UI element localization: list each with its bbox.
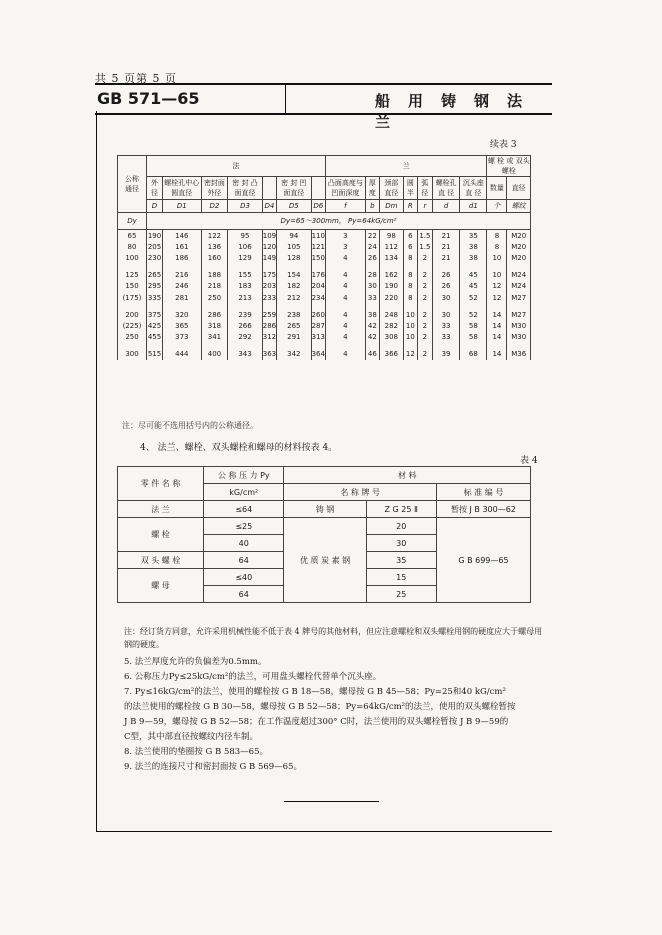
table-cell: 287 xyxy=(311,321,325,330)
table-cell: 282 xyxy=(379,320,403,331)
table-row xyxy=(118,281,531,292)
column-title: 密 封 凸 面直径 xyxy=(228,177,262,200)
table-cell: 65 xyxy=(118,230,147,242)
table-cell: 246 xyxy=(163,281,202,292)
table-cell: 220 xyxy=(379,292,403,303)
table-cell: 28 xyxy=(365,264,379,281)
table-cell: 444 xyxy=(163,343,202,360)
table-cell: 203 xyxy=(262,282,277,291)
table-cell: 281 xyxy=(163,292,202,303)
table-cell: 52 xyxy=(460,303,487,320)
table-cell: 2 xyxy=(417,252,432,263)
table-cell: 162 xyxy=(379,264,403,281)
table-cell: 176 xyxy=(311,264,325,281)
table-cell: 38 xyxy=(460,252,487,263)
table-cell: 308 xyxy=(379,332,403,343)
table-cell: 515 xyxy=(147,343,163,360)
table-cell: 320 xyxy=(163,303,202,320)
table-cell: 150 xyxy=(311,253,325,262)
table-cell: 136 xyxy=(201,241,228,252)
table-cell: 234 xyxy=(311,293,325,302)
table-cell: 14 xyxy=(487,303,507,320)
table-cell: 8 xyxy=(403,264,417,281)
header-divider xyxy=(285,85,286,113)
table-cell: 260 xyxy=(311,303,325,320)
table-cell: (225) xyxy=(118,320,147,331)
table-cell: 14 xyxy=(487,332,507,343)
dn-symbol: Dy xyxy=(118,213,147,230)
table-cell: 1.5 xyxy=(419,242,431,251)
column-title: 密封面外径 xyxy=(201,177,228,200)
table-cell: 30 xyxy=(432,303,459,320)
pressure-header: 公 称 压 力 Py xyxy=(204,467,284,484)
table-cell: 6 xyxy=(403,241,417,252)
table-cell: 26 xyxy=(432,264,459,281)
table-cell: 38 xyxy=(460,241,487,252)
table-row xyxy=(118,252,531,263)
table-cell: 183 xyxy=(228,281,262,292)
table-cell: 3 xyxy=(325,241,365,252)
table-row xyxy=(118,332,531,343)
table-cell: 68 xyxy=(460,343,487,360)
table-cell: 265 xyxy=(147,264,163,281)
table-cell: M27 xyxy=(507,292,531,303)
flange-dimension-table xyxy=(117,155,531,360)
table-cell: 52 xyxy=(460,292,487,303)
bottom-border xyxy=(96,831,552,832)
table-cell: 109 xyxy=(262,230,276,242)
clause-line: J B 9—59，螺母按 G B 52—58；在工作温度超过300° C时，法兰使用的双头螺栓暂按 J B 9—59的 xyxy=(124,717,509,727)
table-cell: 21 xyxy=(432,230,459,242)
table-cell: 4 xyxy=(325,343,365,360)
column-symbol: D xyxy=(147,200,163,213)
table-cell: 259 xyxy=(262,303,276,320)
pressure-nut-1: ≤40 xyxy=(204,569,284,586)
table-cell: 190 xyxy=(147,230,163,242)
column-title xyxy=(262,177,276,200)
bolt-group-header: 螺 栓 或 双头螺栓 xyxy=(487,157,530,175)
table-cell: 1.5 xyxy=(417,230,432,242)
table-cell: 160 xyxy=(201,252,228,263)
column-title: 厚 度 xyxy=(365,177,379,200)
grade-4: 15 xyxy=(366,569,436,586)
grade-3: 35 xyxy=(366,552,436,569)
column-symbol: 个 xyxy=(487,200,507,213)
end-rule xyxy=(284,801,379,802)
part-nut: 螺 母 xyxy=(118,569,204,603)
table-cell: 14 xyxy=(487,320,507,331)
table-cell: 425 xyxy=(147,321,162,330)
table-cell: 250 xyxy=(118,332,147,343)
standard-header xyxy=(95,83,552,131)
table-cell: 46 xyxy=(365,343,379,360)
table-cell: 2 xyxy=(417,281,432,292)
table-cell: 22 xyxy=(365,230,379,242)
clause-line: 的法兰使用的螺栓按 G B 30—58，螺母按 G B 52—58；Py=64kG/cm²的法兰，使用的双头螺栓暂按 xyxy=(124,702,516,712)
clause-line: 9. 法兰的连接尺寸和密封面按 G B 569—65。 xyxy=(124,762,302,772)
column-title: 凸面高度与凹面深度 xyxy=(325,177,365,200)
table-row xyxy=(118,343,531,360)
table-cell: 35 xyxy=(460,230,487,242)
table-cell: 216 xyxy=(163,264,202,281)
standard-cast-steel: 暂按 J B 300—62 xyxy=(436,501,530,518)
standard-code: GB 571—65 xyxy=(97,89,200,108)
table-cell: 375 xyxy=(147,303,163,320)
flange-group-header-2: 兰 xyxy=(325,156,487,177)
table-cell: 149 xyxy=(262,253,277,262)
grade-cast-steel: Z G 25 Ⅱ xyxy=(366,501,436,518)
table-cell: 175 xyxy=(262,264,276,281)
column-symbol: D1 xyxy=(163,200,202,213)
table-cell: 58 xyxy=(460,320,487,331)
part-name-header: 零 件 名 称 xyxy=(118,467,204,501)
grade-1: 20 xyxy=(366,518,436,535)
clause-line: 5. 法兰厚度允许的负偏差为0.5mm。 xyxy=(124,657,267,667)
column-titles-row xyxy=(118,177,531,200)
table-cell: 6 xyxy=(403,230,417,242)
table-cell: M27 xyxy=(507,303,531,320)
column-title: 螺栓孔中心圆直径 xyxy=(163,177,202,200)
column-symbol: d xyxy=(432,200,459,213)
table-cell: 146 xyxy=(163,230,202,242)
table-row xyxy=(118,303,531,320)
pressure-bolt-2: 40 xyxy=(204,535,284,552)
column-symbols-row xyxy=(118,200,531,213)
table-cell: M30 xyxy=(507,332,531,343)
table-cell: M20 xyxy=(507,252,531,263)
standard-carbon-steel: G B 699—65 xyxy=(436,518,530,603)
table-cell: 265 xyxy=(277,320,311,331)
dn-header-line2: 通径 xyxy=(125,185,139,193)
column-symbol: D2 xyxy=(201,200,228,213)
column-title: 外 径 xyxy=(147,177,163,200)
column-title: 螺栓孔 直 径 xyxy=(432,177,459,200)
column-symbol: R xyxy=(403,200,417,213)
material-cast-steel: 铸 钢 xyxy=(284,501,366,518)
table-cell: 286 xyxy=(201,303,228,320)
table-cell: 2 xyxy=(417,332,432,343)
table-cell: 4 xyxy=(325,292,365,303)
table-cell: 33 xyxy=(432,320,459,331)
table-cell: 106 xyxy=(228,241,262,252)
dn-header xyxy=(118,156,147,213)
table-cell: 366 xyxy=(379,343,403,360)
table4-note: 注：经订货方同意，允许采用机械性能不低于表 4 牌号的其他材料，但应注意螺栓和双头螺栓用钢的硬度应大于螺母用钢的硬度。 xyxy=(124,627,543,649)
table-cell: 155 xyxy=(228,264,262,281)
table-cell: 4 xyxy=(325,264,365,281)
table-row xyxy=(118,292,531,303)
table-row xyxy=(118,320,531,331)
table-cell: M24 xyxy=(507,264,531,281)
table-cell: 12 xyxy=(403,343,417,360)
pressure-nut-2: 64 xyxy=(204,586,284,603)
table-cell: 188 xyxy=(201,264,228,281)
table-cell: 2 xyxy=(417,264,432,281)
table-cell: 95 xyxy=(228,230,262,242)
table-cell: 10 xyxy=(403,332,417,343)
table-cell: 94 xyxy=(277,230,311,242)
table-cell: 335 xyxy=(147,293,162,302)
column-title: 密 封 凹 面直径 xyxy=(277,177,311,200)
table-cell: 291 xyxy=(277,332,311,343)
column-symbol: b xyxy=(365,200,379,213)
table-cell: 373 xyxy=(163,332,202,343)
pressure-unit-header: kG/cm² xyxy=(204,484,284,501)
table-cell: 200 xyxy=(118,303,147,320)
clauses-5-9 xyxy=(124,655,544,775)
table-cell: 8 xyxy=(487,230,507,242)
table-cell: 10 xyxy=(487,252,507,263)
table-cell: 3 xyxy=(325,230,365,242)
column-symbol: D3 xyxy=(228,200,262,213)
table-cell: 110 xyxy=(311,230,325,242)
table-cell: 161 xyxy=(163,241,202,252)
table-cell: 45 xyxy=(460,281,487,292)
pressure-bolt-1: ≤25 xyxy=(204,518,284,535)
table-cell: 292 xyxy=(228,332,262,343)
table-cell: 186 xyxy=(163,252,202,263)
table-row xyxy=(118,241,531,252)
table-cell: 150 xyxy=(118,281,147,292)
column-symbol: r xyxy=(417,200,432,213)
column-symbol: D4 xyxy=(262,200,276,213)
table-cell: 8 xyxy=(487,241,507,252)
table-cell: 30 xyxy=(365,281,379,292)
table3-body xyxy=(118,230,531,360)
table-cell: 105 xyxy=(277,241,311,252)
table-cell: M30 xyxy=(507,320,531,331)
table-cell: 134 xyxy=(379,252,403,263)
table-cell: 2 xyxy=(417,343,432,360)
table-cell: 33 xyxy=(432,332,459,343)
table-cell: 212 xyxy=(277,292,311,303)
flange-group-header: 法 xyxy=(147,156,326,177)
table-cell: 2 xyxy=(417,320,432,331)
column-symbol: d1 xyxy=(460,200,487,213)
column-title: 数量 xyxy=(487,177,507,200)
table-cell: 2 xyxy=(417,303,432,320)
table-cell: 14 xyxy=(487,343,507,360)
table-cell: 12 xyxy=(487,281,507,292)
table-cell: 8 xyxy=(403,281,417,292)
column-title xyxy=(311,177,325,200)
table-cell: M20 xyxy=(507,241,531,252)
table-cell: 30 xyxy=(432,292,459,303)
part-bolt: 螺 栓 xyxy=(118,518,204,552)
standard-title: 船用铸钢法兰 xyxy=(375,92,541,131)
clause-line: 8. 法兰使用的垫圈按 G B 583—65。 xyxy=(124,747,268,757)
table-cell: 122 xyxy=(201,230,228,242)
table-cell: 342 xyxy=(277,343,311,360)
table-cell: 250 xyxy=(201,292,228,303)
table-cell: 80 xyxy=(118,241,147,252)
table-cell: 98 xyxy=(379,230,403,242)
table-cell: 313 xyxy=(311,333,325,342)
part-stud: 双 头 螺 栓 xyxy=(118,552,204,569)
grade-2: 30 xyxy=(366,535,436,552)
standard-number-header: 标 准 编 号 xyxy=(436,484,530,501)
table-cell: 12 xyxy=(487,292,507,303)
column-title: 沉头座 直 径 xyxy=(460,177,487,200)
pressure-stud: 64 xyxy=(204,552,284,569)
table-cell: 300 xyxy=(118,343,147,360)
table-row xyxy=(118,264,531,281)
table-cell: 318 xyxy=(201,320,228,331)
table-cell: 112 xyxy=(379,241,403,252)
column-title: 弧 径 xyxy=(417,177,432,200)
table-cell: 312 xyxy=(262,333,277,342)
table-cell: 204 xyxy=(311,282,325,291)
table-cell: 190 xyxy=(379,281,403,292)
material-header: 材 料 xyxy=(284,467,531,484)
table-cell: 21 xyxy=(432,241,459,252)
clause-line: C型，其中部直径按螺纹内径车制。 xyxy=(124,732,259,742)
table-cell: 24 xyxy=(365,241,379,252)
table-cell: 26 xyxy=(432,281,459,292)
table-cell: 455 xyxy=(147,333,162,342)
table-cell: 363 xyxy=(262,343,276,360)
table-cell: 4 xyxy=(325,320,365,331)
table-cell: 8 xyxy=(403,292,417,303)
table-cell: 26 xyxy=(365,252,379,263)
table-cell: 38 xyxy=(365,303,379,320)
table-cell: 4 xyxy=(325,252,365,263)
table-cell: 4 xyxy=(325,303,365,320)
table-cell: 4 xyxy=(325,332,365,343)
table-cell: (175) xyxy=(118,292,147,303)
column-symbol: f xyxy=(325,200,365,213)
table-cell: 39 xyxy=(432,343,459,360)
table-row xyxy=(118,230,531,242)
table-cell: 2 xyxy=(417,292,432,303)
table-cell: 42 xyxy=(365,320,379,331)
table-cell: 365 xyxy=(163,320,202,331)
table-cell: 230 xyxy=(147,253,162,262)
table-cell: 154 xyxy=(277,264,311,281)
table-cell: 42 xyxy=(365,332,379,343)
column-symbol: D6 xyxy=(311,200,325,213)
table-cell: 341 xyxy=(201,332,228,343)
table-cell: 33 xyxy=(365,292,379,303)
material-table xyxy=(117,466,531,603)
table-cell: M20 xyxy=(507,230,531,242)
left-border xyxy=(96,111,97,831)
clause-line: 6. 公称压力Py≤25kG/cm²的法兰，可用盘头螺栓代替单个沉头座。 xyxy=(124,672,382,682)
table-cell: 238 xyxy=(277,303,311,320)
column-symbol: Dm xyxy=(379,200,403,213)
grade-name-header: 名 称 牌 号 xyxy=(284,484,436,501)
column-title: 圆 半 xyxy=(403,177,417,200)
table-cell: 364 xyxy=(311,343,325,360)
dn-header-line1: 公称 xyxy=(125,175,139,183)
table-cell: 213 xyxy=(228,292,262,303)
table-cell: 8 xyxy=(403,252,417,263)
table-cell: 21 xyxy=(432,252,459,263)
table-cell: 128 xyxy=(277,252,311,263)
table-cell: 343 xyxy=(228,343,262,360)
material-carbon-steel: 优 质 炭 素 钢 xyxy=(284,518,366,603)
table4-label: 表 4 xyxy=(520,456,538,466)
pressure-flange: ≤64 xyxy=(204,501,284,518)
column-symbol: D5 xyxy=(277,200,311,213)
table-cell: 400 xyxy=(201,343,228,360)
table-cell: M36 xyxy=(507,343,531,360)
table-cell: 10 xyxy=(403,320,417,331)
clause-line: 7. Py≤16kG/cm²的法兰，使用的螺栓按 G B 18—58，螺母按 G B 45—58；Py=25和40 kG/cm² xyxy=(124,687,506,697)
table-cell: 10 xyxy=(403,303,417,320)
table-cell: 205 xyxy=(147,242,162,251)
column-title: 直径 xyxy=(507,177,531,200)
column-title: 颈部 直径 xyxy=(379,177,403,200)
table-cell: 295 xyxy=(147,282,162,291)
table-cell: 266 xyxy=(228,320,262,331)
table-cell: 233 xyxy=(262,293,277,302)
table-cell: M24 xyxy=(507,281,531,292)
table-cell: 45 xyxy=(460,264,487,281)
table3-note: 注：尽可能不选用括号内的公称通径。 xyxy=(122,421,258,430)
table-cell: 4 xyxy=(325,281,365,292)
pressure-row: Dy=65～300mm， Py=64kG/cm² xyxy=(147,213,531,230)
table3-label: 续表 3 xyxy=(490,140,517,150)
table-cell: 125 xyxy=(118,264,147,281)
table-cell: 286 xyxy=(262,321,277,330)
table-cell: 100 xyxy=(118,252,147,263)
part-flange: 法 兰 xyxy=(118,501,204,518)
table-cell: 121 xyxy=(311,242,325,251)
table-cell: 129 xyxy=(228,252,262,263)
clause-4: 4、 法兰、螺栓、双头螺栓和螺母的材料按表 4。 xyxy=(140,443,338,453)
table-cell: 120 xyxy=(262,242,277,251)
grade-5: 25 xyxy=(366,586,436,603)
table-cell: 218 xyxy=(201,281,228,292)
table-cell: 248 xyxy=(379,303,403,320)
page-indicator: 共 5 页第 5 页 xyxy=(95,72,177,85)
table-cell: 10 xyxy=(487,264,507,281)
table-cell: 58 xyxy=(460,332,487,343)
column-symbol: 螺纹 xyxy=(507,200,531,213)
table-cell: 239 xyxy=(228,303,262,320)
table-cell: 182 xyxy=(277,281,311,292)
